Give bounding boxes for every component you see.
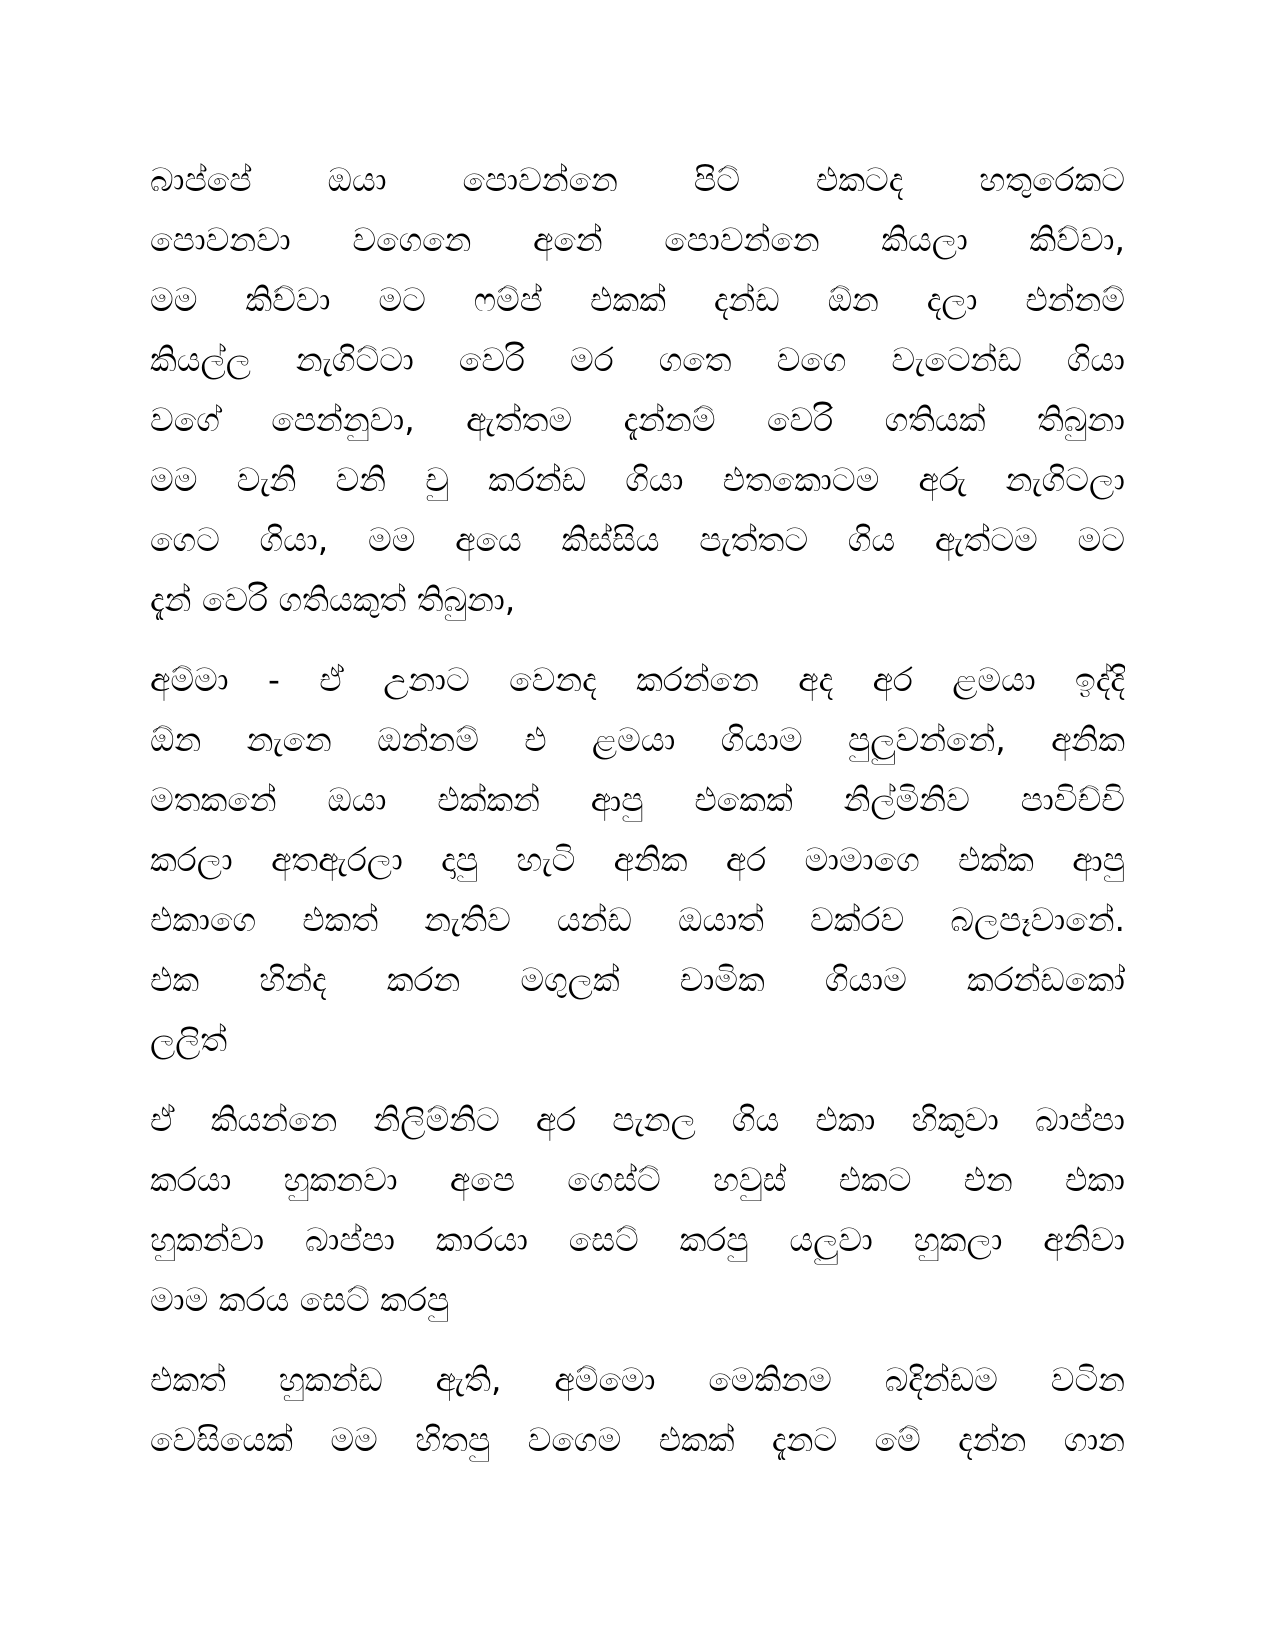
text-line: කරයා හුකනවා අපෙ ගෙස්ට් හවුස් එකට එන එකා xyxy=(150,1160,1125,1199)
text-line: මතකනේ ඔයා එක්කන් ආපු එකෙක් නිල්මිනිව පාවිච්චි xyxy=(150,780,1125,819)
text-line: ඒ කියන්නෙ නිලිම්නිට අර පැනල ගිය එකා හිකුවා බාප්පා xyxy=(150,1100,1125,1139)
text-line: දැන් වෙරි ගතියකුත් තිබුනා, xyxy=(150,580,516,619)
text-line: වගේ පෙන්නුවා, ඇත්තම දැන්නම් වෙරි ගතියක් තිබුනා xyxy=(150,400,1125,439)
text-line: මම කිව්වා මට ෆම්ප් එකක් දන්ඩ ඕන දලා එන්නම් xyxy=(150,280,1125,319)
paragraph-4 xyxy=(150,1350,1125,1470)
text-line: වෙසියෙක් මම හිතපු වගෙම එකක් දැනට මේ දන්න ගාන xyxy=(150,1420,1125,1459)
paragraph-gap xyxy=(150,1070,1125,1090)
text-line: හුකන්වා බාප්පා කාරයා සෙට් කරපු යලුවා හුකලා අනිවා xyxy=(150,1220,1125,1259)
text-line: ඕන නැනෙ ඔන්නම් එ ළමයා ගියාම පුලුවන්නේ, අනික xyxy=(150,720,1125,759)
text-line: පොවනවා වගෙනෙ අනේ පොවන්නෙ කියලා කිව්වා, xyxy=(150,220,1125,259)
text-line: එක හින්ද කරන මගුලක් චාමික ගියාම කරන්ඩකෝ xyxy=(150,960,1125,999)
paragraph-gap xyxy=(150,630,1125,650)
paragraph-3 xyxy=(150,1090,1125,1330)
text-line: කියල්ල නැගිට්ටා වෙරි මර ගතෙ වගෙ වැටෙන්ඩ ගියා xyxy=(150,340,1125,379)
text-line: ගෙට ගියා, මම අයෙ කිස්සිය පැත්තට ගිය ඇත්ටම මට xyxy=(150,520,1125,559)
paragraph-1 xyxy=(150,150,1125,630)
text-line: අම්මා - ඒ උනාට වෙනද කරන්නෙ අද අර ළමයා ඉද්දි xyxy=(150,660,1125,699)
text-column xyxy=(150,150,1125,1470)
text-line: එකාගෙ එකත් නැතිව යන්ඩ ඔයාත් වක්රව බලපෑවානේ. xyxy=(150,900,1125,939)
text-line: බාප්පේ ඔයා පොවන්නෙ පිට් එකටද හතුරෙකට xyxy=(150,160,1125,199)
paragraph-gap xyxy=(150,1330,1125,1350)
text-line: මම වැනි වනි චු කරන්ඩ ගියා එතකොටම අරු නැගිටලා xyxy=(150,460,1125,499)
text-line: කරලා අතඇරලා දාපු හැටි අනික අර මාමාගෙ එක්ක ආපු xyxy=(150,840,1125,879)
text-line: මාම කරය සෙට් කරපු xyxy=(150,1280,450,1319)
text-line: ලලිත් xyxy=(150,1020,228,1059)
paragraph-2 xyxy=(150,650,1125,1070)
text-line: එකත් හුකන්ඩ ඇති, අම්මො මෙකිනම බදින්ඩම වටින xyxy=(150,1360,1125,1399)
